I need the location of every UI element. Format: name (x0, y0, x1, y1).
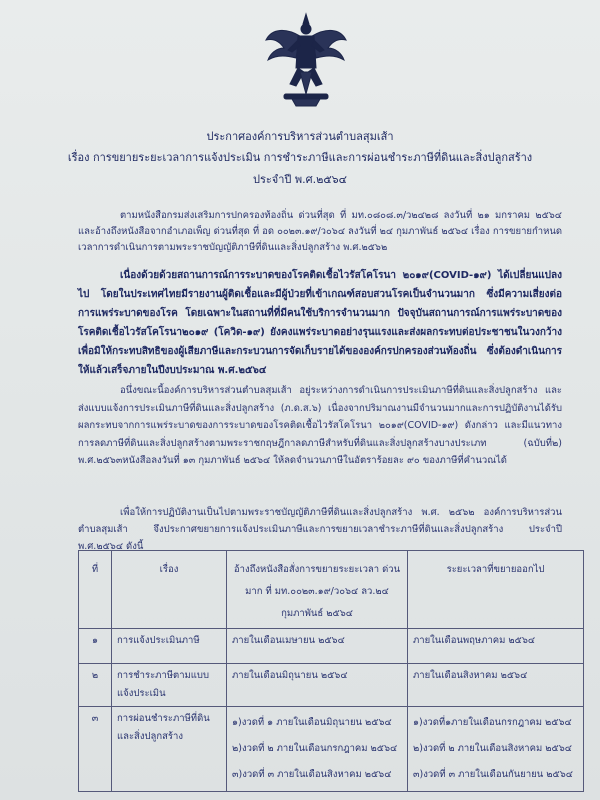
installment-2: ๒)งวดที่ ๒ ภายในเดือนสิงหาคม ๒๕๖๔ (413, 743, 572, 754)
header-reference: อ้างถึงหนังสือสั่งการขยายระยะเวลา ด่วนมาก ที่ มท.๐๐๒๓.๑๙/ว๐๖๔ ลว.๒๔ กุมภาพันธ์ ๒๕๖๔ (227, 551, 408, 629)
paragraph-reference: ตามหนังสือกรมส่งเสริมการปกครองท้องถิ่น ด่วนที่สุด ที่ มท.๐๘๐๘.๓/ว๒๔๒๘ ลงวันที่ ๒๑ มกราคม ๒๕๖๔ และอ้างถึงหนังสือจากอำเภอเพ็ญ ด่วนที่สุด ที่ อด ๐๐๒๓.๑๙/ว๐๖๔ ลงวันที่ ๒๔ กุมภาพันธ์ ๒๕๖๔ เรื่อง การขยายกำหนดเวลาการดำเนินการตามพระราชบัญญัติภาษีที่ดินและสิ่งปลูกสร้าง พ.ศ.๒๕๖๒ (78, 210, 562, 253)
table-row (79, 629, 584, 664)
schedule-table (78, 550, 584, 792)
row-extended: ภายในเดือนสิงหาคม ๒๕๖๔ (408, 664, 584, 707)
fiscal-year: ประจำปี พ.ศ.๒๕๖๔ (252, 173, 347, 186)
row-subject: การผ่อนชำระภาษีที่ดินและสิ่งปลูกสร้าง (112, 707, 227, 792)
row-extended (408, 707, 584, 792)
header-no: ที่ (79, 551, 112, 629)
paragraph-assessment-status: อนึ่งขณะนี้องค์การบริหารส่วนตำบลสุมเส้า อยู่ระหว่างการดำเนินการประเมินภาษีที่ดินและสิ่งปลูกสร้าง และส่งแบบแจ้งการประเมินภาษีที่ดินและสิ่งปลูกสร้าง (ภ.ด.ส.๖) เนื่องจากปริมาณงานมีจำนวนมากและการปฏิบัติงานได้รับผลกระทบจากการแพร่ระบาดของการระบาดของโรคติดเชื้อไวรัสโคโรนา ๒๐๑๙(COVID-๑๙) ดังกล่าว และมีแนวทางการลดภาษีที่ดินและสิ่งปลูกสร้างตามพระราชกฤษฎีกาลดภาษีสำหรับที่ดินและสิ่งปลูกสร้างบางประเภท (ฉบับที่๒) พ.ศ.๒๕๖๓หนังสือลงวันที่ ๑๓ กุมภาพันธ์ ๒๕๖๔ ให้ลดจำนวนภาษีในอัตราร้อยละ ๙๐ ของภาษีที่คำนวณได้ (78, 385, 562, 466)
installment-2: ๒)งวดที่ ๒ ภายในเดือนกรกฎาคม ๒๕๖๔ (232, 743, 398, 754)
row-no: ๑ (79, 629, 112, 664)
header-subject: เรื่อง (112, 551, 227, 629)
row-no: ๓ (79, 707, 112, 792)
row-reference (227, 707, 408, 792)
announcement-title: ประกาศองค์การบริหารส่วนตำบลสุมเส้า (206, 130, 394, 143)
table-header-row (79, 551, 584, 629)
row-subject: การชำระภาษีตามแบบแจ้งประเมิน (112, 664, 227, 707)
table-row (79, 707, 584, 792)
row-subject: การแจ้งประเมินภาษี (112, 629, 227, 664)
row-reference: ภายในเดือนเมษายน ๒๕๖๔ (227, 629, 408, 664)
table-row (79, 664, 584, 707)
row-no: ๒ (79, 664, 112, 707)
garuda-emblem-icon (262, 10, 350, 110)
installment-1: ๑)งวดที่๑ภายในเดือนกรกฎาคม ๒๕๖๔ (413, 717, 572, 728)
installment-3: ๓)งวดที่ ๓ ภายในเดือนสิงหาคม ๒๕๖๔ (232, 769, 392, 780)
paragraph-announcement: เพื่อให้การปฏิบัติงานเป็นไปตามพระราชบัญญัติภาษีที่ดินและสิ่งปลูกสร้าง พ.ศ. ๒๕๖๒ องค์การบริหารส่วนตำบลสุมเส้า จึงประกาศขยายการแจ้งประเมินภาษีและการขยายเวลาชำระภาษีที่ดินและสิ่งปลูกสร้าง ประจำปี พ.ศ.๒๕๖๔ ดังนี้ (78, 507, 562, 552)
row-reference: ภายในเดือนมิถุนายน ๒๕๖๔ (227, 664, 408, 707)
paragraph-covid-situation: เนื่องด้วยด้วยสถานการณ์การระบาดของโรคติดเชื้อไวรัสโคโรนา ๒๐๑๙(COVID-๑๙) ได้เปลี่ยนแปลงไป โดยในประเทศไทยมีรายงานผู้ติดเชื้อและมีผู้ป่วยที่เข้าเกณฑ์สอบสวนโรคเป็นจำนวนมาก ซึ่งมีความเสี่ยงต่อการแพร่ระบาดของโรค โดยเฉพาะในสถานที่ที่มีคนใช้บริการจำนวนมาก ปัจจุบันสถานการณ์การแพร่ระบาดของโรคติดเชื้อไวรัสโคโรนา๒๐๑๙ (โควิด-๑๙) ยังคงแพร่ระบาดอย่างรุนแรงและส่งผลกระทบต่อประชาชนในวงกว้าง เพื่อมิให้กระทบสิทธิของผู้เสียภาษีและกระบวนการจัดเก็บรายได้ขององค์กรปกครองส่วนท้องถิ่น ซึ่งต้องดำเนินการให้แล้วเสร็จภายในปีงบประมาณ พ.ศ.๒๕๖๔ (78, 270, 562, 376)
installment-1: ๑)งวดที่ ๑ ภายในเดือนมิถุนายน ๒๕๖๔ (232, 717, 392, 728)
announcement-subject: เรื่อง การขยายระยะเวลาการแจ้งประเมิน การชำระภาษีและการผ่อนชำระภาษีที่ดินและสิ่งปลูกสร้าง (67, 151, 533, 164)
installment-3: ๓)งวดที่ ๓ ภายในเดือนกันยายน ๒๕๖๔ (413, 769, 573, 780)
header-extended: ระยะเวลาที่ขยายออกไป (408, 551, 584, 629)
row-extended: ภายในเดือนพฤษภาคม ๒๕๖๔ (408, 629, 584, 664)
